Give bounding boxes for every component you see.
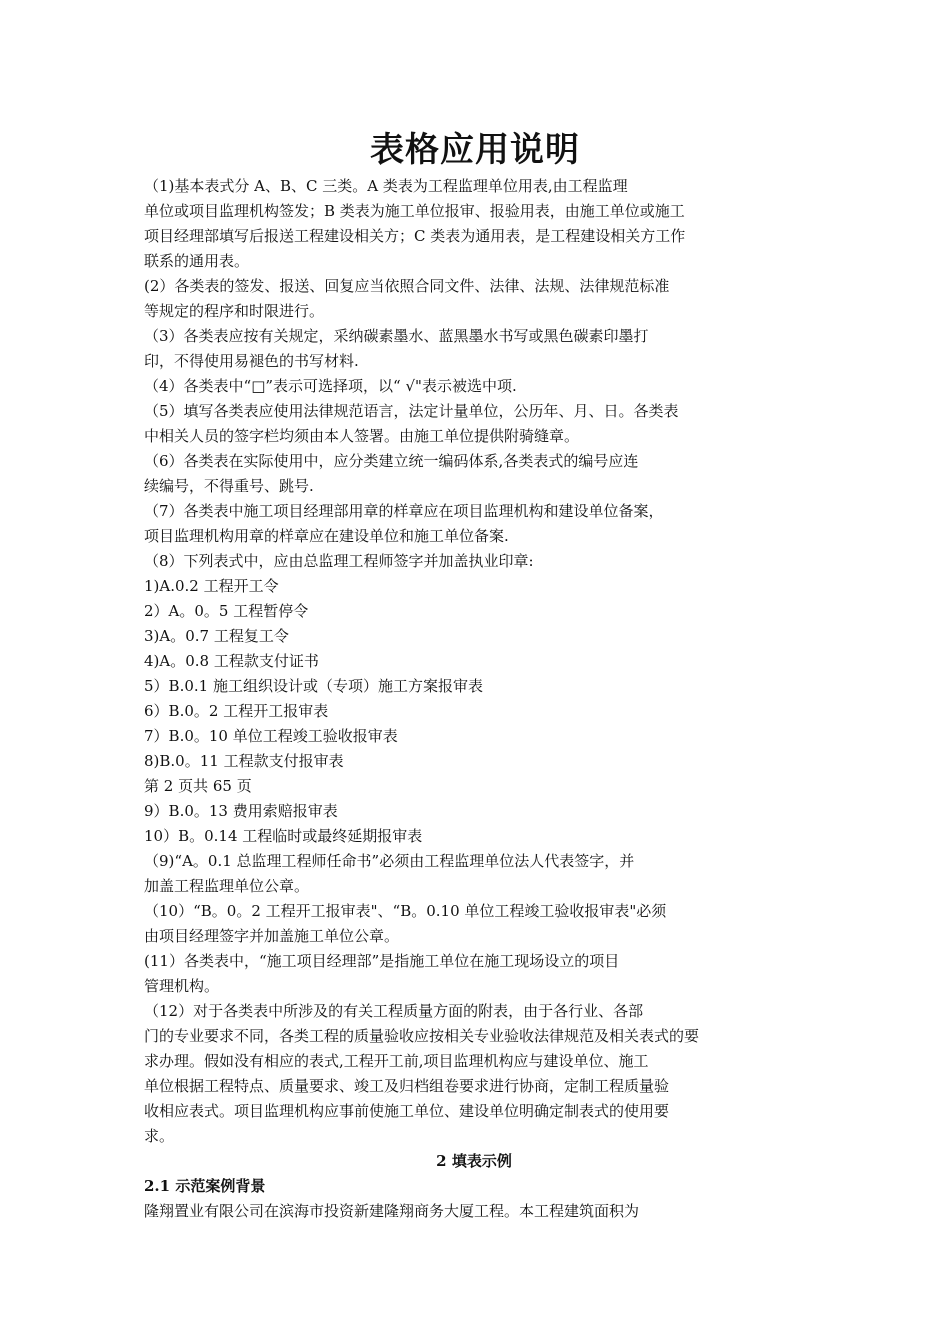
- text-line: （9)“A。0.1 总监理工程师任命书”必须由工程监理单位法人代表签字，并: [144, 852, 635, 870]
- section-heading: 2 填表示例: [436, 1152, 512, 1170]
- text-line: 中相关人员的签字栏均须由本人签署。由施工单位提供附骑缝章。: [144, 427, 580, 445]
- text-line: 求办理。假如没有相应的表式,工程开工前,项目监理机构应与建设单位、施工: [144, 1052, 649, 1070]
- list-item: 6）B.0。2 工程开工报审表: [144, 702, 329, 720]
- list-item: 2）A。0。5 工程暂停令: [144, 602, 309, 620]
- text-line: （3）各类表应按有关规定，采纳碳素墨水、蓝黑墨水书写或黑色碳素印墨打: [144, 327, 649, 345]
- text-line: 求。: [144, 1127, 175, 1145]
- text-line: 加盖工程监理单位公章。: [144, 877, 310, 895]
- subsection-heading: 2.1 示范案例背景: [144, 1177, 266, 1195]
- text-line: 由项目经理签字并加盖施工单位公章。: [144, 927, 400, 945]
- page-number: 第 2 页共 65 页: [144, 777, 252, 795]
- text-line: 管理机构。: [144, 977, 220, 995]
- text-line: 项目经理部填写后报送工程建设相关方；C 类表为通用表，是工程建设相关方工作: [144, 227, 686, 245]
- text-line: （6）各类表在实际使用中，应分类建立统一编码体系,各类表式的编号应连: [144, 452, 639, 470]
- text-line: 门的专业要求不同，各类工程的质量验收应按相关专业验收法律规范及相关表式的要: [144, 1027, 700, 1045]
- list-item: 4)A。0.8 工程款支付证书: [144, 652, 319, 670]
- text-line: （1)基本表式分 A、B、C 三类。A 类表为工程监理单位用表,由工程监理: [144, 177, 628, 195]
- list-item: 9）B.0。13 费用索赔报审表: [144, 802, 338, 820]
- text-line: 隆翔置业有限公司在滨海市投资新建隆翔商务大厦工程。本工程建筑面积为: [144, 1202, 640, 1220]
- text-line: （5）填写各类表应使用法律规范语言，法定计量单位，公历年、月、日。各类表: [144, 402, 679, 420]
- text-line: （4）各类表中“□”表示可选择项，以“ √"表示被选中项.: [144, 377, 517, 395]
- text-line: (2）各类表的签发、报送、回复应当依照合同文件、法律、法规、法律规范标准: [144, 277, 670, 295]
- text-line: （8）下列表式中，应由总监理工程师签字并加盖执业印章:: [144, 552, 534, 570]
- text-line: （7）各类表中施工项目经理部用章的样章应在项目监理机构和建设单位备案，: [144, 502, 664, 520]
- text-line: 收相应表式。项目监理机构应事前使施工单位、建设单位明确定制表式的使用要: [144, 1102, 670, 1120]
- text-line: 续编号，不得重号、跳号.: [144, 477, 314, 495]
- list-item: 5）B.0.1 施工组织设计或（专项）施工方案报审表: [144, 677, 483, 695]
- text-line: 联系的通用表。: [144, 252, 250, 270]
- list-item: 1)A.0.2 工程开工令: [144, 577, 279, 595]
- text-line: 印，不得使用易褪色的书写材料.: [144, 352, 359, 370]
- body-text: [144, 174, 824, 1224]
- text-line: （10）“B。0。2 工程开工报审表"、“B。0.10 单位工程竣工验收报审表"必须: [144, 902, 667, 920]
- list-item: 3)A。0.7 工程复工令: [144, 627, 289, 645]
- text-line: 项目监理机构用章的样章应在建设单位和施工单位备案.: [144, 527, 509, 545]
- list-item: 7）B.0。10 单位工程竣工验收报审表: [144, 727, 398, 745]
- document-title: 表格应用说明: [370, 130, 580, 170]
- text-line: 等规定的程序和时限进行。: [144, 302, 325, 320]
- list-item: 10）B。0.14 工程临时或最终延期报审表: [144, 827, 423, 845]
- text-line: 单位根据工程特点、质量要求、竣工及归档组卷要求进行协商，定制工程质量验: [144, 1077, 670, 1095]
- list-item: 8)B.0。11 工程款支付报审表: [144, 752, 344, 770]
- text-line: （12）对于各类表中所涉及的有关工程质量方面的附表，由于各行业、各部: [144, 1002, 644, 1020]
- text-line: (11）各类表中，“施工项目经理部”是指施工单位在施工现场设立的项目: [144, 952, 620, 970]
- text-line: 单位或项目监理机构签发；B 类表为施工单位报审、报验用表，由施工单位或施工: [144, 202, 685, 220]
